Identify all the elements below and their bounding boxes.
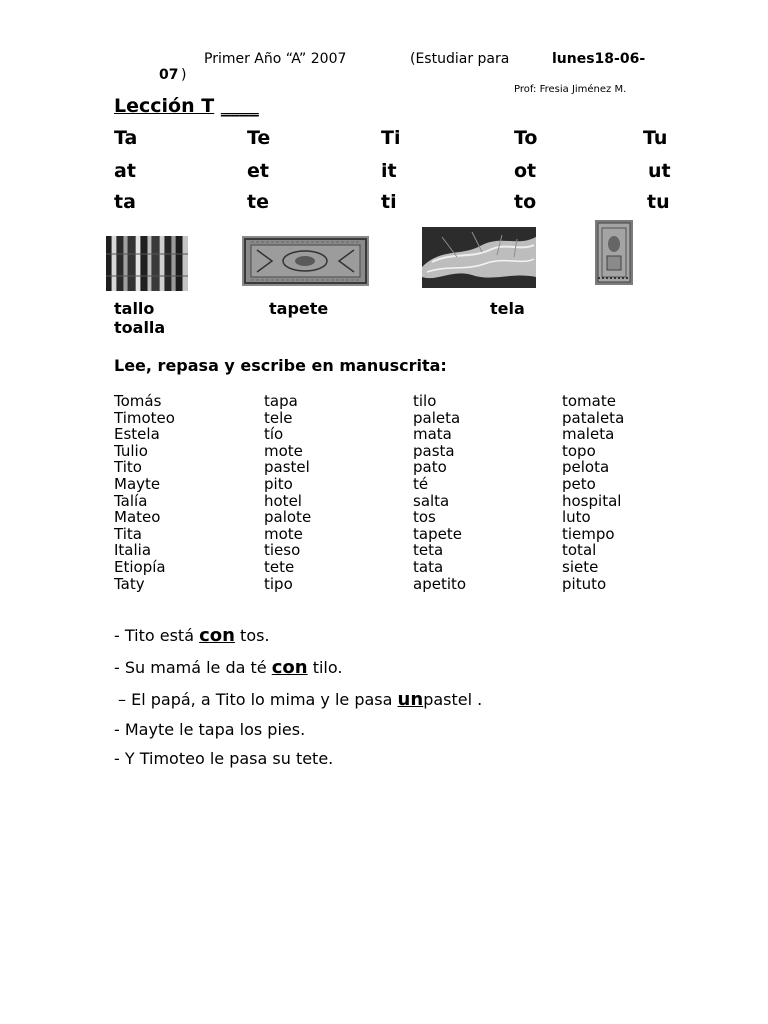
word: pato [413,458,447,477]
sentence-5: - Y Timoteo le pasa su tete. [114,749,334,768]
syllable: ti [381,191,397,213]
caption-tapete: tapete [269,299,329,318]
word: tío [264,425,284,444]
sentence-3 [118,689,482,710]
word: pelota [562,458,610,477]
sentence-4: - Mayte le tapa los pies. [114,720,306,739]
word: tapete [413,524,462,543]
word: pastel [264,458,310,477]
word: pituto [562,574,607,593]
syllable: Tu [643,127,668,149]
highlighted-word: con [271,657,308,678]
syllable: at [114,160,136,182]
tallo-picture [106,236,188,291]
word: mote [264,441,303,460]
word: pasta [413,441,455,460]
syllable: ta [114,191,136,213]
sentence-text: - Su mamá le da té [114,658,267,677]
syllable: te [247,191,269,213]
syllable: et [247,160,269,182]
word-column-4 [562,393,624,592]
word: teta [413,541,444,560]
word: tete [264,557,295,576]
word: hotel [264,491,302,510]
word: té [413,474,429,493]
header-course: Primer Año “A” 2007 [204,51,347,67]
caption-toalla: toalla [114,318,166,337]
word: peto [562,474,596,493]
word: tata [413,557,444,576]
sentence-text: - Tito está [114,626,194,645]
word: maleta [562,425,615,444]
syllable: Ta [114,127,138,149]
word: Mayte [114,474,161,493]
syllable: tu [647,191,670,213]
word: Italia [114,541,152,560]
word: luto [562,508,591,527]
lesson-title-blank: ____ [220,95,259,117]
sentence-1 [114,625,270,646]
syllable: Ti [381,127,401,149]
word: tomate [562,392,616,410]
word: Estela [114,425,160,444]
highlighted-word: con [199,625,235,646]
word: Etiopía [114,557,166,576]
sentence-text: tilo. [312,658,343,677]
teacher-name: Prof: Fresia Jiménez M. [514,84,627,95]
syllable: ot [514,160,537,182]
header-date-paren: ) [181,67,187,83]
syllable: To [514,127,538,149]
tela-picture [422,227,536,288]
syllable: Te [247,127,271,149]
word: pataleta [562,408,625,427]
word: Talía [114,491,148,510]
lesson-title-text: Lección T [114,95,215,117]
word: mote [264,524,303,543]
syllable: it [381,160,397,182]
word-column-1 [114,393,175,592]
word: tilo [413,392,437,410]
exercise-instruction: Lee, repasa y escribe en manuscrita: [114,356,447,375]
word: Taty [114,574,145,593]
word: Tulio [114,441,148,460]
header-date: lunes18-06- [552,51,646,67]
word: total [562,541,597,560]
word: Mateo [114,508,161,527]
sentence-text: tos. [240,626,270,645]
header-study-note: (Estudiar para [410,51,510,67]
word: palote [264,508,312,527]
tapete-picture [242,236,369,286]
syllable: to [514,191,537,213]
word: apetito [413,574,467,593]
toalla-picture [595,220,633,285]
word: mata [413,425,452,444]
highlighted-word: un [397,689,424,710]
word: tiempo [562,524,615,543]
word: Tita [114,524,142,543]
word: tipo [264,574,293,593]
caption-tallo: tallo [114,299,155,318]
sentence-2 [114,657,342,678]
word: tapa [264,392,298,410]
sentence-text: pastel . [423,690,483,709]
syllable: ut [648,160,671,182]
word: tos [413,508,436,527]
word: pito [264,474,293,493]
word: salta [413,491,450,510]
caption-tela: tela [490,299,525,318]
word: paleta [413,408,461,427]
word-column-2 [264,393,311,592]
word: topo [562,441,596,460]
lesson-title [114,95,259,117]
header-date-end: 07 [159,67,179,83]
word-column-3 [413,393,466,592]
word: hospital [562,491,622,510]
sentence-text: – El papá, a Tito lo mima y le pasa [118,690,393,709]
word: tele [264,408,293,427]
word: siete [562,557,599,576]
word: Timoteo [114,408,175,427]
word: Tomás [114,392,162,410]
word: Tito [114,458,142,477]
word: tieso [264,541,301,560]
